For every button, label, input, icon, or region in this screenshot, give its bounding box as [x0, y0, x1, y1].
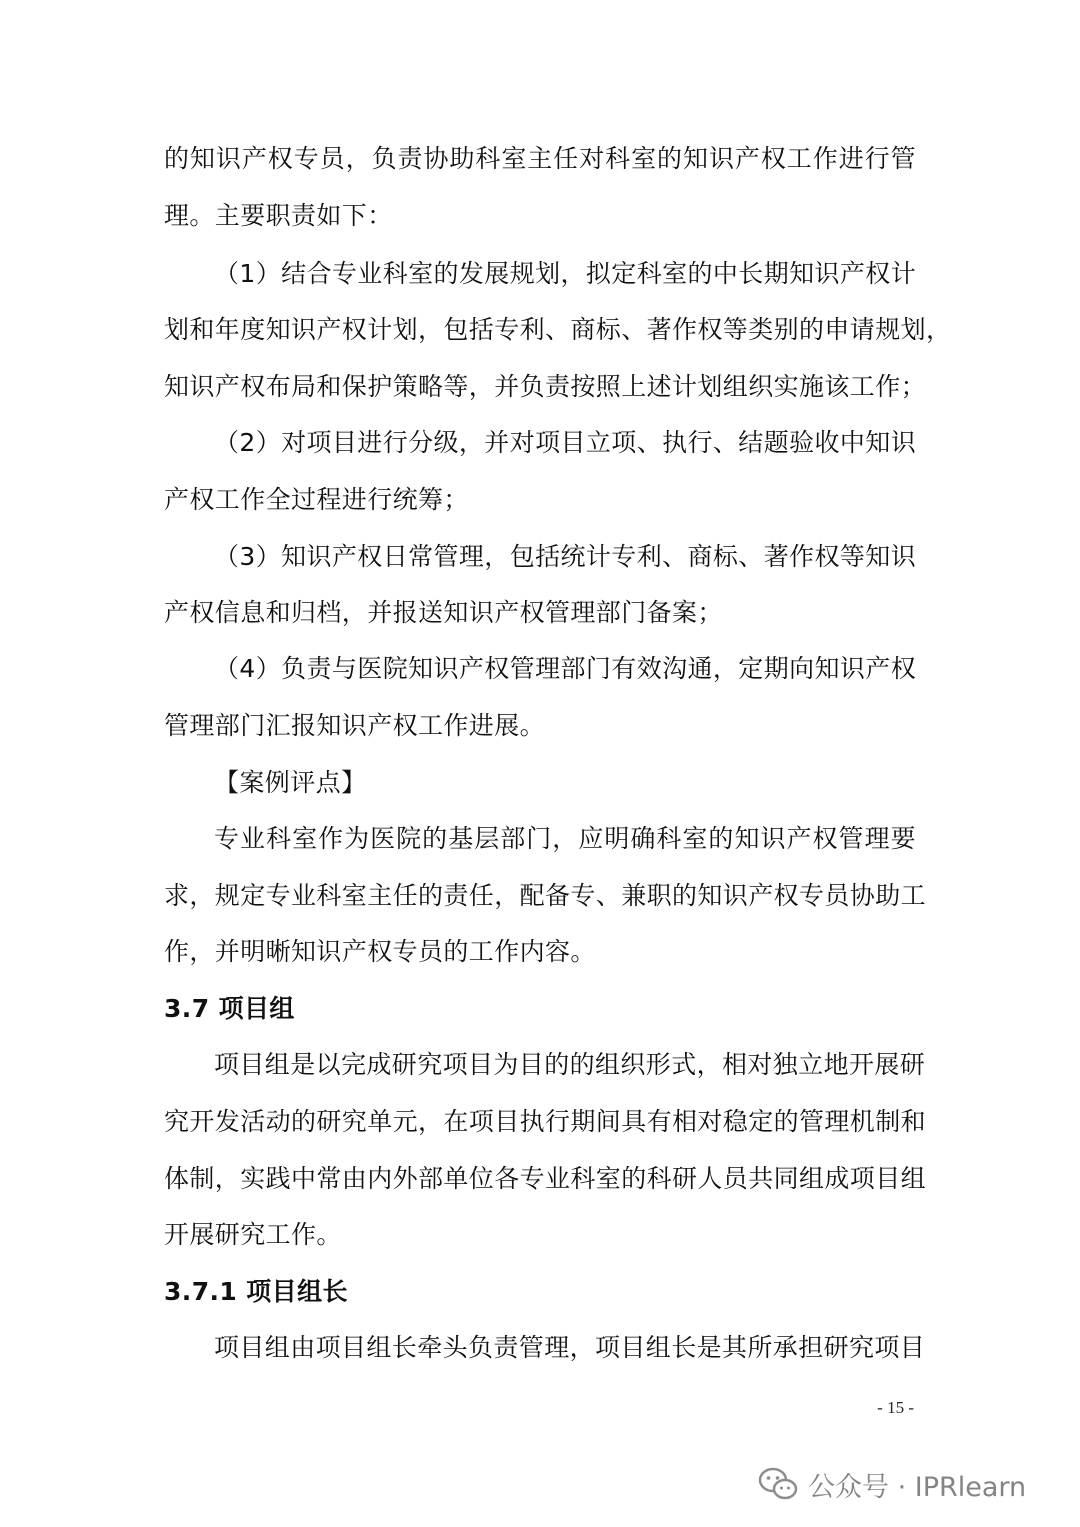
text-line: 产权信息和归档，并报送知识产权管理部门备案；: [164, 598, 723, 627]
text-line: 究开发活动的研究单元，在项目执行期间具有相对稳定的管理机制和: [164, 1107, 927, 1136]
wechat-icon: [758, 1466, 798, 1502]
section-heading-3-7: 3.7 项目组: [164, 994, 295, 1023]
section-heading-3-7-1: 3.7.1 项目组长: [164, 1277, 348, 1306]
text-line: 体制，实践中常由内外部单位各专业科室的科研人员共同组成项目组: [164, 1164, 927, 1193]
text-line: 项目组是以完成研究项目为目的的组织形式，相对独立地开展研: [214, 1050, 926, 1079]
text-line: 知识产权布局和保护策略等，并负责按照上述计划组织实施该工作；: [164, 372, 927, 401]
case-comment-heading: 【案例评点】: [214, 768, 367, 797]
list-item-1: （1）结合专业科室的发展规划，拟定科室的中长期知识产权计: [214, 259, 917, 288]
text-line: 求，规定专业科室主任的责任，配备专、兼职的知识产权专员协助工: [164, 881, 927, 910]
list-item-3: （3）知识产权日常管理，包括统计专利、商标、著作权等知识: [214, 542, 917, 571]
list-item-4: （4）负责与医院知识产权管理部门有效沟通，定期向知识产权: [214, 654, 917, 683]
text-line: 的知识产权专员，负责协助科室主任对科室的知识产权工作进行管: [164, 144, 916, 173]
list-item-2: （2）对项目进行分级，并对项目立项、执行、结题验收中知识: [214, 428, 917, 457]
page-number: - 15 -: [877, 1398, 914, 1417]
text-line: 理。主要职责如下：: [164, 201, 393, 230]
text-line: 管理部门汇报知识产权工作进展。: [164, 711, 546, 740]
text-line: 项目组由项目组长牵头负责管理，项目组长是其所承担研究项目: [214, 1333, 926, 1362]
watermark: [758, 1462, 1026, 1506]
text-line: 专业科室作为医院的基层部门，应明确科室的知识产权管理要: [214, 824, 916, 853]
text-line: 产权工作全过程进行统筹；: [164, 485, 469, 514]
text-line: 开展研究工作。: [164, 1220, 342, 1249]
watermark-text: 公众号 · IPRlearn: [808, 1471, 1027, 1503]
text-line: 作，并明晰知识产权专员的工作内容。: [164, 937, 596, 966]
text-line: 划和年度知识产权计划，包括专利、商标、著作权等类别的申请规划，: [164, 315, 952, 344]
